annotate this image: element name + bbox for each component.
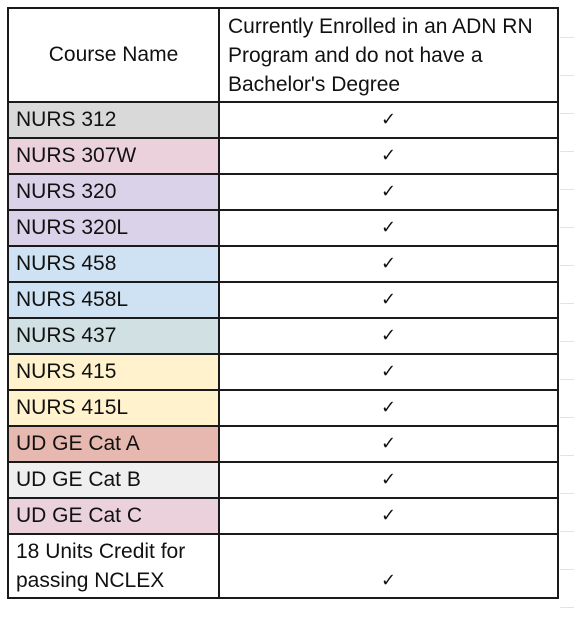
- check-mark-icon[interactable]: ✓: [219, 498, 558, 534]
- course-cell[interactable]: NURS 307W: [8, 138, 219, 174]
- course-cell[interactable]: NURS 320: [8, 174, 219, 210]
- table-row: [8, 390, 558, 426]
- table-row: [8, 282, 558, 318]
- table-row: [8, 246, 558, 282]
- header-row: [8, 8, 558, 102]
- course-cell[interactable]: NURS 458: [8, 246, 219, 282]
- check-mark-icon[interactable]: ✓: [219, 390, 558, 426]
- course-cell[interactable]: 18 Units Credit for passing NCLEX: [8, 534, 219, 598]
- course-cell[interactable]: UD GE Cat C: [8, 498, 219, 534]
- course-cell[interactable]: NURS 415: [8, 354, 219, 390]
- table-row: [8, 210, 558, 246]
- check-mark-icon[interactable]: ✓: [219, 462, 558, 498]
- check-mark-icon[interactable]: ✓: [219, 426, 558, 462]
- check-mark-icon[interactable]: ✓: [219, 282, 558, 318]
- check-mark-icon[interactable]: ✓: [219, 246, 558, 282]
- table-row: [8, 138, 558, 174]
- course-cell[interactable]: UD GE Cat A: [8, 426, 219, 462]
- table-row: [8, 354, 558, 390]
- course-cell[interactable]: NURS 320L: [8, 210, 219, 246]
- check-mark-icon[interactable]: ✓: [219, 102, 558, 138]
- table-row: [8, 102, 558, 138]
- check-mark-icon[interactable]: ✓: [219, 534, 558, 598]
- table-row: [8, 318, 558, 354]
- table-row: [8, 426, 558, 462]
- course-cell[interactable]: UD GE Cat B: [8, 462, 219, 498]
- course-cell[interactable]: NURS 415L: [8, 390, 219, 426]
- header-course-name[interactable]: Course Name: [8, 8, 219, 102]
- table-row: [8, 498, 558, 534]
- course-table: [7, 7, 559, 599]
- sheet-gridlines: [560, 0, 574, 638]
- course-cell[interactable]: NURS 437: [8, 318, 219, 354]
- check-mark-icon[interactable]: ✓: [219, 318, 558, 354]
- check-mark-icon[interactable]: ✓: [219, 174, 558, 210]
- header-adn-enrolled[interactable]: Currently Enrolled in an ADN RN Program and do not have a Bachelor's Degree: [219, 8, 558, 102]
- course-cell[interactable]: NURS 458L: [8, 282, 219, 318]
- table-row: [8, 462, 558, 498]
- check-mark-icon[interactable]: ✓: [219, 138, 558, 174]
- table-row: [8, 174, 558, 210]
- check-mark-icon[interactable]: ✓: [219, 354, 558, 390]
- table-row: [8, 534, 558, 598]
- course-cell[interactable]: NURS 312: [8, 102, 219, 138]
- check-mark-icon[interactable]: ✓: [219, 210, 558, 246]
